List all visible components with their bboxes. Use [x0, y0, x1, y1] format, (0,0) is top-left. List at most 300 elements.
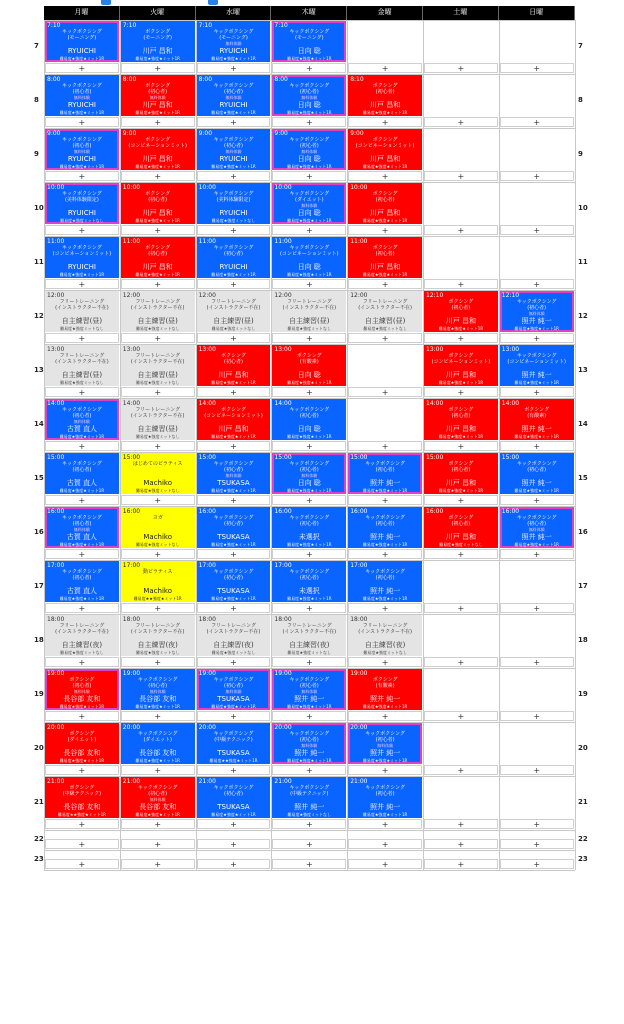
add-slot-button[interactable]: +	[197, 225, 271, 235]
add-slot-button[interactable]: +	[121, 279, 195, 289]
class-block[interactable]	[500, 399, 574, 440]
class-time: 18:00	[274, 616, 292, 623]
class-block[interactable]	[424, 345, 498, 386]
class-block[interactable]	[197, 237, 271, 278]
add-slot-button[interactable]: +	[424, 657, 498, 667]
add-slot-button[interactable]: +	[197, 549, 271, 559]
class-block[interactable]	[272, 237, 346, 278]
class-block[interactable]	[272, 21, 346, 62]
class-subtitle: (初心者)	[299, 683, 319, 689]
day-header: 土曜	[423, 6, 499, 20]
class-block[interactable]	[121, 345, 195, 386]
class-block[interactable]	[348, 561, 422, 602]
class-subtitle: (インストラクター不在)	[358, 629, 412, 635]
class-block[interactable]	[348, 507, 422, 548]
difficulty-info: 難易度★強度★ミット1R	[362, 272, 408, 277]
add-slot-button[interactable]: +	[272, 225, 346, 235]
class-block[interactable]	[272, 453, 346, 494]
class-block[interactable]	[348, 723, 422, 764]
add-slot-button[interactable]: +	[121, 603, 195, 613]
class-time: 16:00	[426, 508, 444, 515]
add-slot-button[interactable]: +	[121, 171, 195, 181]
class-title: ボクシング	[372, 83, 398, 89]
add-slot-button[interactable]: +	[121, 225, 195, 235]
class-subtitle: (初心者)	[148, 197, 168, 203]
class-block[interactable]	[197, 21, 271, 62]
class-time: 8:00	[274, 76, 288, 83]
class-block[interactable]	[197, 669, 271, 710]
class-title: キックボクシング	[213, 29, 254, 35]
class-block[interactable]	[272, 291, 346, 332]
add-slot-button[interactable]: +	[121, 657, 195, 667]
class-title: キックボクシング	[365, 785, 405, 791]
class-block[interactable]	[45, 129, 119, 170]
class-subtitle: (初心者)	[224, 143, 243, 149]
class-block[interactable]	[121, 669, 195, 710]
difficulty-info: 難易度★強度★ミット1R	[287, 704, 332, 709]
add-slot-button[interactable]: +	[348, 819, 422, 829]
add-slot-button[interactable]: +	[45, 117, 119, 127]
difficulty-info: 難易度★強度★ミット1R	[438, 380, 484, 385]
class-block[interactable]	[272, 399, 346, 440]
add-slot-button[interactable]: +	[45, 603, 119, 613]
class-block[interactable]	[500, 345, 574, 386]
add-slot-button[interactable]: +	[272, 333, 346, 343]
add-slot-button[interactable]: +	[121, 549, 195, 559]
add-slot-button[interactable]: +	[45, 63, 119, 73]
class-block[interactable]	[424, 453, 498, 494]
add-slot-button[interactable]: +	[424, 387, 498, 397]
class-block[interactable]	[197, 777, 271, 818]
difficulty-info: 難易度★強度★ミット1R	[135, 110, 180, 115]
class-subtitle: (インストラクター不在)	[130, 359, 185, 365]
add-slot-button[interactable]: +	[348, 171, 422, 181]
add-slot-button[interactable]: +	[197, 859, 271, 869]
class-block[interactable]	[348, 75, 422, 116]
add-slot-button[interactable]: +	[424, 859, 498, 869]
add-slot-button[interactable]: +	[500, 495, 574, 505]
add-slot-button[interactable]: +	[500, 819, 574, 829]
difficulty-info: 難易度★強度★ミット1R	[59, 542, 105, 547]
add-slot-button[interactable]: +	[45, 279, 119, 289]
add-slot-button[interactable]: +	[348, 117, 422, 127]
add-slot-button[interactable]: +	[45, 859, 119, 869]
instructor-name: 日向 聡	[297, 263, 321, 271]
class-subtitle: (有酸素)	[375, 683, 395, 689]
add-slot-button[interactable]: +	[348, 549, 422, 559]
class-block[interactable]	[197, 399, 271, 440]
add-slot-button[interactable]: +	[121, 859, 195, 869]
class-block[interactable]	[45, 723, 119, 764]
add-slot-button[interactable]: +	[348, 711, 422, 721]
class-title: はじめてのピラティス	[132, 461, 183, 467]
difficulty-info: 難易度★強度★ミット1R	[362, 758, 408, 763]
class-block[interactable]	[348, 129, 422, 170]
add-slot-button[interactable]: +	[424, 117, 498, 127]
add-slot-button[interactable]: +	[197, 387, 271, 397]
add-slot-button[interactable]: +	[500, 387, 574, 397]
instructor-name: 照井 純一	[521, 317, 552, 325]
add-slot-button[interactable]: +	[197, 765, 271, 775]
class-block[interactable]	[348, 183, 422, 224]
add-slot-button[interactable]: +	[121, 441, 195, 451]
class-block[interactable]	[45, 237, 119, 278]
class-block[interactable]	[348, 615, 422, 656]
class-time: 18:00	[350, 616, 368, 623]
add-slot-button[interactable]: +	[197, 279, 271, 289]
add-slot-button[interactable]: +	[272, 657, 346, 667]
class-time: 14:00	[274, 400, 292, 407]
class-block[interactable]	[197, 723, 271, 764]
difficulty-info: 難易度★強度★ミット1R	[287, 758, 332, 763]
add-slot-button[interactable]: +	[424, 171, 498, 181]
class-subtitle: (中級テクニック)	[290, 791, 329, 797]
difficulty-info: 難易度★強度★ミット1R	[211, 164, 256, 169]
instructor-name: 照井 純一	[521, 533, 552, 541]
add-slot-button[interactable]: +	[424, 839, 498, 849]
free-trial-note: 無料体験	[528, 527, 545, 532]
class-time: 7:10	[274, 22, 288, 29]
instructor-name: 照井 純一	[294, 749, 325, 757]
add-slot-button[interactable]: +	[272, 859, 346, 869]
class-block[interactable]	[45, 291, 119, 332]
add-slot-button[interactable]: +	[424, 495, 498, 505]
instructor-name: 川戸 昌和	[369, 101, 401, 109]
add-slot-button[interactable]: +	[121, 117, 195, 127]
class-block[interactable]	[121, 237, 195, 278]
instructor-name: 川戸 昌和	[445, 425, 477, 433]
class-title: キックボクシング	[289, 461, 330, 467]
add-slot-button[interactable]: +	[45, 549, 119, 559]
class-title: ボクシング	[145, 29, 171, 35]
add-slot-button[interactable]: +	[121, 711, 195, 721]
class-block[interactable]	[121, 507, 195, 548]
add-slot-button[interactable]: +	[45, 495, 119, 505]
add-slot-button[interactable]: +	[121, 765, 195, 775]
hour-label-left: 7	[34, 42, 39, 50]
add-slot-button[interactable]: +	[45, 839, 119, 849]
class-block[interactable]	[272, 75, 346, 116]
instructor-name: 日向 聡	[297, 425, 321, 433]
hour-label-right: 14	[578, 420, 588, 428]
free-trial-note: 無料体験	[301, 473, 318, 478]
class-block[interactable]	[197, 507, 271, 548]
instructor-name: RYUICHI	[219, 209, 248, 217]
class-block[interactable]	[121, 723, 195, 764]
add-slot-button[interactable]: +	[348, 859, 422, 869]
add-slot-button[interactable]: +	[197, 603, 271, 613]
add-slot-button[interactable]: +	[45, 171, 119, 181]
class-time: 8:00	[47, 76, 61, 83]
class-subtitle: (インストラクター不在)	[282, 629, 337, 635]
add-slot-button[interactable]: +	[500, 765, 574, 775]
add-slot-button[interactable]: +	[272, 495, 346, 505]
class-time: 16:00	[47, 508, 65, 515]
add-slot-button[interactable]: +	[45, 333, 119, 343]
class-block[interactable]	[348, 291, 422, 332]
add-slot-button[interactable]: +	[424, 549, 498, 559]
class-title: キックボクシング	[289, 245, 330, 251]
add-slot-button[interactable]: +	[45, 225, 119, 235]
add-slot-button[interactable]: +	[348, 839, 422, 849]
add-slot-button[interactable]: +	[272, 603, 346, 613]
difficulty-info: 難易度★強度★ミット1R	[287, 488, 332, 493]
hour-label-left: 17	[34, 582, 44, 590]
add-slot-button[interactable]: +	[272, 279, 346, 289]
add-slot-button[interactable]: +	[272, 549, 346, 559]
add-slot-button[interactable]: +	[500, 333, 574, 343]
difficulty-info: 難易度★強度★ミット1R	[211, 488, 256, 493]
free-trial-note: 無料体験	[149, 95, 166, 100]
add-slot-button[interactable]: +	[197, 839, 271, 849]
class-time: 17:00	[122, 562, 141, 569]
add-slot-button[interactable]: +	[348, 603, 422, 613]
add-slot-button[interactable]: +	[272, 711, 346, 721]
free-trial-note: 無料体験	[301, 95, 318, 100]
class-block[interactable]	[45, 183, 119, 224]
add-slot-button[interactable]: +	[424, 819, 498, 829]
difficulty-info: 難易度★強度★ミット1R	[362, 164, 408, 169]
class-subtitle: (初心者)	[375, 197, 395, 203]
add-slot-button[interactable]: +	[272, 441, 346, 451]
add-slot-button[interactable]: +	[197, 819, 271, 829]
add-slot-button[interactable]: +	[348, 63, 422, 73]
class-block[interactable]	[121, 615, 195, 656]
add-slot-button[interactable]: +	[348, 387, 422, 397]
class-subtitle: (初心者)	[527, 521, 547, 527]
class-subtitle: (初心者)	[148, 251, 168, 257]
class-time: 9:00	[198, 130, 213, 137]
add-slot-button[interactable]: +	[121, 839, 195, 849]
class-subtitle: (インストラクター不在)	[55, 629, 109, 635]
class-block[interactable]	[272, 669, 346, 710]
hour-label-left: 22	[34, 835, 44, 843]
add-slot-button[interactable]: +	[45, 765, 119, 775]
class-block[interactable]	[272, 561, 346, 602]
class-subtitle: (初心者)	[375, 575, 395, 581]
add-slot-button[interactable]: +	[500, 839, 574, 849]
class-block[interactable]	[45, 561, 119, 602]
add-slot-button[interactable]: +	[424, 225, 498, 235]
class-block[interactable]	[424, 291, 498, 332]
class-block[interactable]	[500, 291, 574, 332]
class-block[interactable]	[197, 291, 271, 332]
class-block[interactable]	[197, 129, 271, 170]
class-block[interactable]	[121, 291, 195, 332]
add-slot-button[interactable]: +	[500, 711, 574, 721]
difficulty-info: 難易度★強度ミットなし	[287, 812, 332, 817]
class-time: 13:00	[198, 346, 216, 353]
class-subtitle: (初心者)	[72, 89, 92, 95]
class-block[interactable]	[121, 777, 195, 818]
instructor-name: 自主練習(昼)	[137, 425, 178, 433]
class-block[interactable]	[500, 507, 574, 548]
class-time: 21:00	[47, 778, 65, 785]
class-block[interactable]	[197, 615, 271, 656]
add-slot-button[interactable]: +	[197, 657, 271, 667]
class-title: キックボクシング	[289, 785, 330, 791]
class-block[interactable]	[348, 777, 422, 818]
class-block[interactable]	[424, 507, 498, 548]
class-title: キックボクシング	[516, 515, 557, 521]
instructor-name: 照井 純一	[369, 803, 401, 811]
add-slot-button[interactable]: +	[348, 333, 422, 343]
class-block[interactable]	[45, 345, 119, 386]
add-slot-button[interactable]: +	[424, 603, 498, 613]
add-slot-button[interactable]: +	[348, 441, 422, 451]
class-block[interactable]	[121, 399, 195, 440]
class-block[interactable]	[272, 129, 346, 170]
add-slot-button[interactable]: +	[197, 441, 271, 451]
class-subtitle: (インストラクター不在)	[282, 305, 337, 311]
add-slot-button[interactable]: +	[500, 117, 574, 127]
class-title: キックボクシング	[289, 731, 330, 737]
difficulty-info: 難易度★強度★ミット1R	[211, 110, 256, 115]
class-block[interactable]	[45, 669, 119, 710]
class-block[interactable]	[45, 21, 119, 62]
add-slot-button[interactable]: +	[500, 441, 574, 451]
add-slot-button[interactable]: +	[197, 171, 271, 181]
add-slot-button[interactable]: +	[121, 63, 195, 73]
class-title: フリートレーニング	[211, 623, 256, 629]
add-slot-button[interactable]: +	[45, 441, 119, 451]
add-slot-button[interactable]: +	[424, 63, 498, 73]
add-slot-button[interactable]: +	[197, 495, 271, 505]
class-block[interactable]	[272, 723, 346, 764]
class-title: キックボクシング	[516, 353, 557, 359]
class-block[interactable]	[272, 615, 346, 656]
add-slot-button[interactable]: +	[424, 333, 498, 343]
add-slot-button[interactable]: +	[424, 765, 498, 775]
instructor-name: 川戸 昌和	[369, 263, 401, 271]
add-slot-button[interactable]: +	[121, 333, 195, 343]
class-subtitle: (初心者)	[72, 143, 92, 149]
class-time: 9:00	[47, 130, 61, 137]
class-subtitle: (初心者)	[375, 89, 395, 95]
add-slot-button[interactable]: +	[272, 819, 346, 829]
difficulty-info: 難易度★強度★ミット1R	[438, 326, 484, 331]
add-slot-button[interactable]: +	[500, 225, 574, 235]
class-block[interactable]	[45, 615, 119, 656]
class-block[interactable]	[197, 561, 271, 602]
add-slot-button[interactable]: +	[45, 657, 119, 667]
class-block[interactable]	[121, 453, 195, 494]
difficulty-info: 難易度★強度★ミット1R	[514, 434, 559, 439]
class-block[interactable]	[121, 21, 195, 62]
add-slot-button[interactable]: +	[272, 839, 346, 849]
class-time: 7:10	[122, 22, 137, 29]
add-slot-button[interactable]: +	[424, 441, 498, 451]
add-slot-button[interactable]: +	[348, 495, 422, 505]
class-block[interactable]	[197, 453, 271, 494]
add-slot-button[interactable]: +	[272, 117, 346, 127]
free-trial-note: 無料体験	[377, 743, 394, 748]
add-slot-button[interactable]: +	[348, 765, 422, 775]
difficulty-info: 難易度★強度★ミット1R	[135, 272, 180, 277]
class-block[interactable]	[348, 237, 422, 278]
add-slot-button[interactable]: +	[500, 63, 574, 73]
add-slot-button[interactable]: +	[500, 279, 574, 289]
hour-label-right: 8	[578, 96, 583, 104]
add-slot-button[interactable]: +	[45, 387, 119, 397]
hour-label-left: 8	[34, 96, 39, 104]
add-slot-button[interactable]: +	[121, 819, 195, 829]
class-subtitle: (初心者)	[224, 359, 243, 365]
add-slot-button[interactable]: +	[45, 819, 119, 829]
add-slot-button[interactable]: +	[348, 225, 422, 235]
class-block[interactable]	[500, 453, 574, 494]
class-time: 13:00	[274, 346, 292, 353]
add-slot-button[interactable]: +	[197, 117, 271, 127]
class-block[interactable]	[272, 777, 346, 818]
hour-label-left: 11	[34, 258, 44, 266]
add-slot-button[interactable]: +	[424, 279, 498, 289]
hour-label-right: 11	[578, 258, 588, 266]
class-title: キックボクシング	[516, 299, 557, 305]
add-slot-button[interactable]: +	[197, 333, 271, 343]
add-slot-button[interactable]: +	[272, 171, 346, 181]
add-slot-button[interactable]: +	[121, 387, 195, 397]
class-block[interactable]	[121, 129, 195, 170]
free-trial-note: 無料体験	[73, 419, 90, 424]
add-slot-button[interactable]: +	[45, 711, 119, 721]
add-slot-button[interactable]: +	[348, 279, 422, 289]
class-subtitle: (初心者)	[72, 683, 92, 689]
class-block[interactable]	[197, 183, 271, 224]
class-block[interactable]	[45, 399, 119, 440]
class-title: ボクシング	[69, 731, 95, 737]
add-slot-button[interactable]: +	[500, 657, 574, 667]
class-block[interactable]	[121, 183, 195, 224]
class-block[interactable]	[121, 561, 195, 602]
class-title: ボクシング	[221, 407, 246, 413]
class-time: 16:00	[198, 508, 216, 515]
add-slot-button[interactable]: +	[500, 859, 574, 869]
add-slot-button[interactable]: +	[500, 171, 574, 181]
class-block[interactable]	[121, 75, 195, 116]
add-slot-button[interactable]: +	[197, 63, 271, 73]
class-title: キックボクシング	[289, 29, 330, 35]
add-slot-button[interactable]: +	[272, 63, 346, 73]
difficulty-info: 難易度★強度★ミット1R	[514, 542, 559, 547]
add-slot-button[interactable]: +	[272, 765, 346, 775]
class-block[interactable]	[272, 507, 346, 548]
class-time: 18:00	[122, 616, 141, 623]
difficulty-info: 難易度★強度★ミット1R	[362, 218, 408, 223]
add-slot-button[interactable]: +	[500, 549, 574, 559]
class-block[interactable]	[348, 453, 422, 494]
class-block[interactable]	[197, 75, 271, 116]
class-block[interactable]	[45, 507, 119, 548]
class-block[interactable]	[197, 345, 271, 386]
add-slot-button[interactable]: +	[500, 603, 574, 613]
add-slot-button[interactable]: +	[121, 495, 195, 505]
class-block[interactable]	[348, 669, 422, 710]
class-block[interactable]	[272, 345, 346, 386]
add-slot-button[interactable]: +	[348, 657, 422, 667]
add-slot-button[interactable]: +	[272, 387, 346, 397]
add-slot-button[interactable]: +	[197, 711, 271, 721]
add-slot-button[interactable]: +	[424, 711, 498, 721]
class-block[interactable]	[45, 453, 119, 494]
class-block[interactable]	[272, 183, 346, 224]
row-divider	[44, 870, 575, 871]
class-block[interactable]	[45, 75, 119, 116]
class-block[interactable]	[424, 399, 498, 440]
class-block[interactable]	[45, 777, 119, 818]
instructor-name: 照井 純一	[521, 479, 552, 487]
class-time: 15:00	[198, 454, 216, 461]
